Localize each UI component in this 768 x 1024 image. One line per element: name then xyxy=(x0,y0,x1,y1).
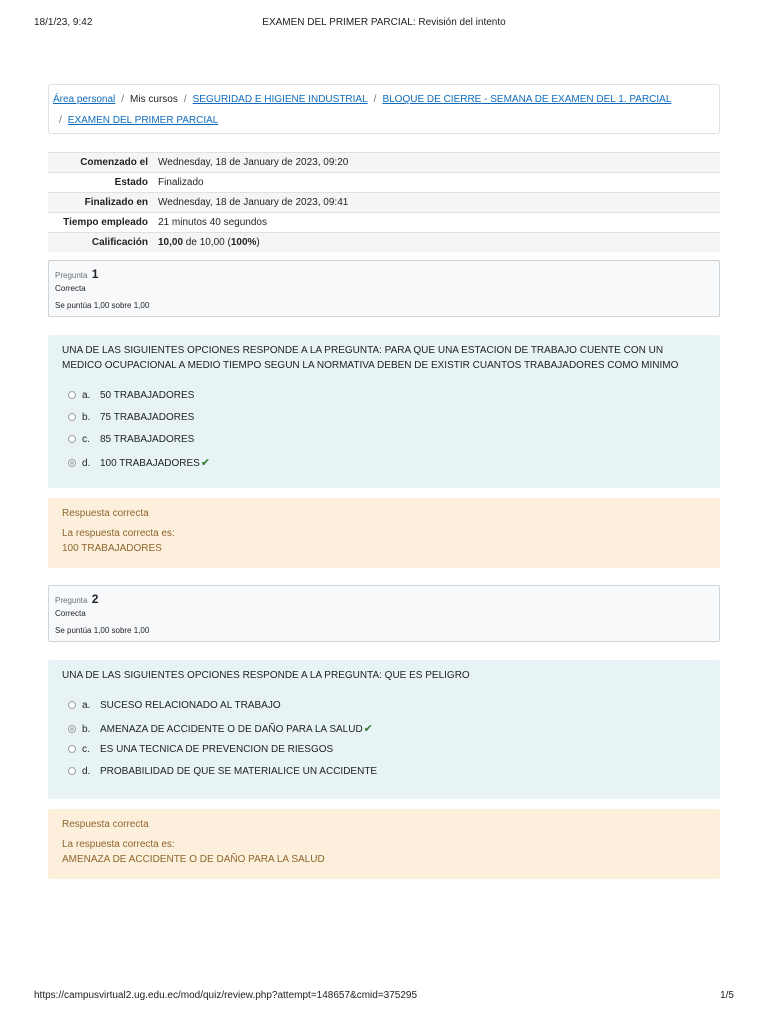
breadcrumb-link-quiz[interactable]: EXAMEN DEL PRIMER PARCIAL xyxy=(67,115,219,126)
question-number xyxy=(55,267,98,281)
option-text: 100 TRABAJADORES xyxy=(100,458,200,469)
print-page-number: 1/5 xyxy=(720,990,734,1001)
summary-label: Comenzado el xyxy=(80,157,148,168)
summary-label: Estado xyxy=(114,177,148,188)
attempt-summary-table xyxy=(48,152,720,252)
feedback-title: Respuesta correcta xyxy=(62,508,149,519)
grade-score: 10,00 xyxy=(158,237,184,248)
breadcrumb-separator: / xyxy=(121,94,125,105)
question-2-content xyxy=(48,660,720,799)
print-title: EXAMEN DEL PRIMER PARCIAL: Revisión del intento xyxy=(262,17,506,28)
check-icon: ✔ xyxy=(363,723,373,735)
check-icon: ✔ xyxy=(200,457,211,469)
question-grade: Se puntúa 1,00 sobre 1,00 xyxy=(55,301,150,310)
option-a[interactable] xyxy=(68,700,281,714)
breadcrumb-mis-cursos: Mis cursos xyxy=(130,94,178,105)
breadcrumb-link-section[interactable]: BLOQUE DE CIERRE - SEMANA DE EXAMEN DEL 1. PARCIAL xyxy=(382,94,672,105)
question-grade: Se puntúa 1,00 sobre 1,00 xyxy=(55,626,150,635)
print-url: https://campusvirtual2.ug.edu.ec/mod/quiz/review.php?attempt=148657&cmid=375295 xyxy=(34,990,418,1001)
question-1-content xyxy=(48,335,720,488)
option-b[interactable] xyxy=(68,722,373,736)
print-header xyxy=(34,17,734,31)
option-letter: a. xyxy=(82,700,91,711)
summary-grade-value xyxy=(154,233,720,253)
question-2-info xyxy=(48,585,720,642)
question-text: UNA DE LAS SIGUIENTES OPCIONES RESPONDE A LA PREGUNTA: QUE ES PELIGRO xyxy=(62,670,470,681)
summary-row-time-taken xyxy=(48,213,720,233)
question-label: Pregunta xyxy=(55,596,88,605)
option-c[interactable] xyxy=(68,434,194,448)
option-letter: b. xyxy=(82,724,91,735)
radio-icon[interactable] xyxy=(68,745,76,753)
print-datetime: 18/1/23, 9:42 xyxy=(34,17,93,28)
grade-middle: de 10,00 ( xyxy=(183,237,231,248)
feedback-answer: AMENAZA DE ACCIDENTE O DE DAÑO PARA LA SALUD xyxy=(62,854,325,865)
option-text: SUCESO RELACIONADO AL TRABAJO xyxy=(100,700,281,711)
option-text: PROBABILIDAD DE QUE SE MATERIALICE UN ACCIDENTE xyxy=(100,766,378,777)
breadcrumb-separator: / xyxy=(59,115,62,126)
summary-row-completed xyxy=(48,193,720,213)
grade-end: ) xyxy=(256,237,260,248)
option-text: 50 TRABAJADORES xyxy=(100,390,195,401)
summary-label: Tiempo empleado xyxy=(63,217,148,228)
question-state: Correcta xyxy=(55,284,86,293)
option-letter: b. xyxy=(82,412,91,423)
option-letter: c. xyxy=(82,434,90,445)
radio-icon[interactable] xyxy=(68,391,76,399)
radio-icon[interactable] xyxy=(68,413,76,421)
option-d[interactable] xyxy=(68,766,377,780)
feedback-label: La respuesta correcta es: xyxy=(62,528,175,539)
summary-value: Wednesday, 18 de January de 2023, 09:20 xyxy=(158,157,349,168)
feedback-label: La respuesta correcta es: xyxy=(62,839,175,850)
question-number xyxy=(55,592,98,606)
option-letter: d. xyxy=(82,766,91,777)
breadcrumb-link-area-personal[interactable]: Área personal xyxy=(53,94,116,105)
summary-value: Wednesday, 18 de January de 2023, 09:41 xyxy=(158,197,349,208)
option-letter: d. xyxy=(82,458,91,469)
option-c[interactable] xyxy=(68,744,333,758)
summary-row-grade xyxy=(48,233,720,253)
option-letter: a. xyxy=(82,390,91,401)
question-text: UNA DE LAS SIGUIENTES OPCIONES RESPONDE A LA PREGUNTA: PARA QUE UNA ESTACION DE TRABAJO CUENTE CON UN MEDICO OCUPACIONAL A MEDIO TIEMPO SEGUN LA NORMATIVA DEBEN DE EXISTIR CUANTOS TRABAJADORES COMO MINIMO xyxy=(62,345,679,371)
option-d[interactable] xyxy=(68,456,210,470)
summary-row-started xyxy=(48,153,720,173)
radio-icon[interactable] xyxy=(68,435,76,443)
option-b[interactable] xyxy=(68,412,194,426)
radio-icon[interactable] xyxy=(68,767,76,775)
radio-icon[interactable] xyxy=(68,459,76,467)
breadcrumb-link-course[interactable]: SEGURIDAD E HIGIENE INDUSTRIAL xyxy=(192,94,368,105)
print-footer xyxy=(34,990,734,1004)
breadcrumb-separator: / xyxy=(183,94,187,105)
breadcrumb-separator: / xyxy=(373,94,377,105)
question-number-value: 1 xyxy=(91,267,99,281)
question-1-feedback xyxy=(48,498,720,568)
radio-icon[interactable] xyxy=(68,725,76,733)
option-a[interactable] xyxy=(68,390,194,404)
summary-value: Finalizado xyxy=(158,177,204,188)
radio-icon[interactable] xyxy=(68,701,76,709)
question-state: Correcta xyxy=(55,609,86,618)
option-text: 75 TRABAJADORES xyxy=(100,412,195,423)
option-letter: c. xyxy=(82,744,90,755)
summary-label: Finalizado en xyxy=(84,197,148,208)
question-number-value: 2 xyxy=(91,592,99,606)
grade-percent: 100% xyxy=(230,237,257,248)
summary-label: Calificación xyxy=(91,237,148,248)
feedback-title: Respuesta correcta xyxy=(62,819,149,830)
option-text: AMENAZA DE ACCIDENTE O DE DAÑO PARA LA SALUD xyxy=(100,724,363,735)
feedback-answer: 100 TRABAJADORES xyxy=(62,543,162,554)
question-label: Pregunta xyxy=(55,271,88,280)
breadcrumb xyxy=(48,84,720,134)
summary-value: 21 minutos 40 segundos xyxy=(158,217,267,228)
summary-row-state xyxy=(48,173,720,193)
option-text: ES UNA TECNICA DE PREVENCION DE RIESGOS xyxy=(100,744,334,755)
question-2-feedback xyxy=(48,809,720,879)
question-1-info xyxy=(48,260,720,317)
option-text: 85 TRABAJADORES xyxy=(100,434,195,445)
